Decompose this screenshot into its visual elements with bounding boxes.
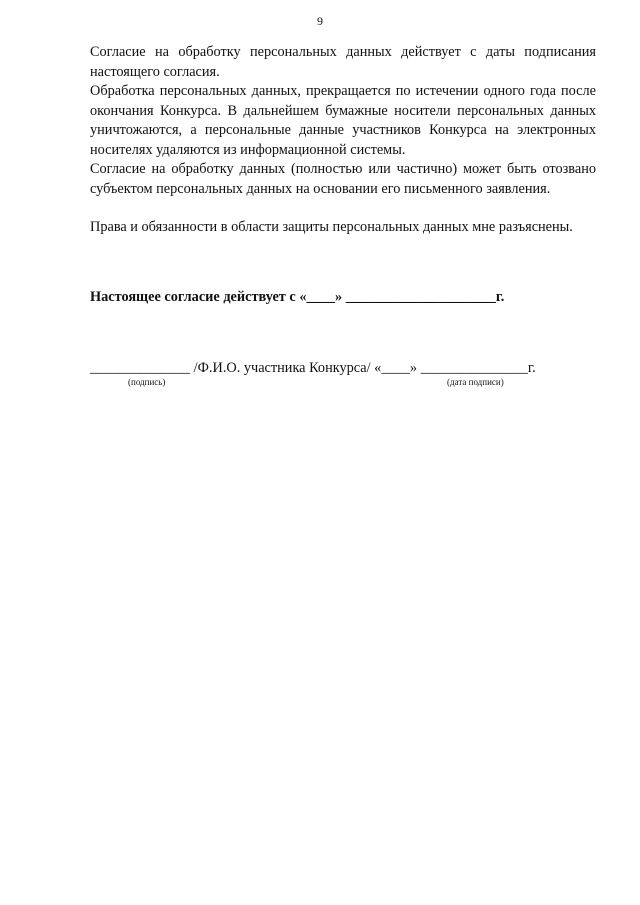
consent-text xyxy=(90,43,596,238)
date-caption: (дата подписи) xyxy=(447,377,504,387)
paragraph-rights: Права и обязанности в области защиты персональных данных мне разъяснены. xyxy=(90,219,573,235)
paragraph-validity-start: Согласие на обработку персональных данных действует с даты подписания настоящего согласия. xyxy=(90,44,596,80)
validity-statement: Настоящее согласие действует с «____» _____________________г. xyxy=(90,289,505,305)
signature-caption: (подпись) xyxy=(128,377,166,387)
paragraph-processing-term: Обработка персональных данных, прекращается по истечении одного года после окончания Конкурса. В дальнейшем бумажные носители персональных данных уничтожаются, а персональные данные участников Конкурса на электронных носителях удаляются из информационной системы. xyxy=(90,83,596,158)
spacer xyxy=(90,199,596,218)
signature-line: ______________ /Ф.И.О. участника Конкурса/ «____» _______________г. xyxy=(90,360,536,376)
paragraph-revocation: Согласие на обработку данных (полностью или частично) может быть отозвано субъектом персональных данных на основании его письменного заявления. xyxy=(90,161,596,197)
page-number: 9 xyxy=(317,14,323,28)
